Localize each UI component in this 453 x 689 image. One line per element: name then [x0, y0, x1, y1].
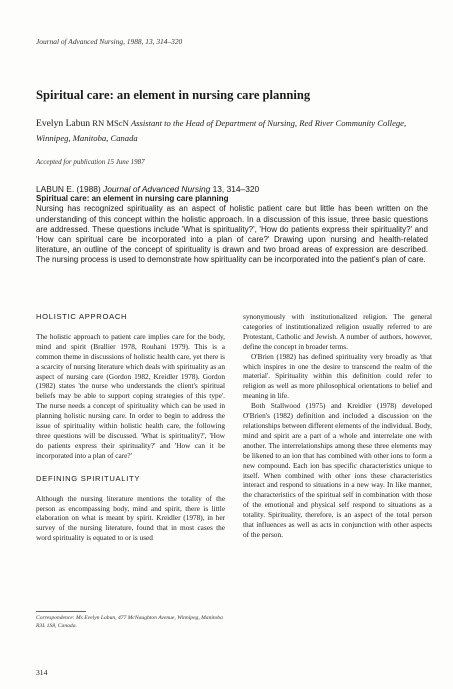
paragraph-defining-spirituality: Although the nursing literature mentions the totality of the person as encompassing body, mind and spirit, there is little elaboration on what is meant by spirit. Kreidler (1978), in her survey of the nursing literature, found that in most cases the word spirituality is equated to or is used: [36, 493, 225, 543]
running-head: Journal of Advanced Nursing, 1988, 13, 314–320: [36, 37, 183, 46]
heading-defining-spirituality: DEFINING SPIRITUALITY: [36, 473, 141, 483]
author-degrees: RN MScN: [92, 118, 129, 128]
article-title: Spiritual care: an element in nursing care planning: [36, 88, 311, 102]
paragraph-body-mind-spirit: Both Stallwood (1975) and Kreidler (1978) developed O'Brien's (1982) definition and included a discussion on the relationships between different elements of the individual. Body, mind and spirit are a part of a whole and interrelate one with another. The interrelationships among these three elements may be likened to an ion that has combined with other ions to form a new compound. Each ion has specific characteristics unique to itself. When combined with other ions these characteristics interact and respond to situations in a new way. In like manner, the characteristics of the spiritual self in combination with those of the emotional and physical self respond to situations as a totality. Spirituality, therefore, is an aspect of the total person that influences as well as acts in conjunction with other aspects of the person.: [243, 401, 432, 539]
paragraph-holistic-approach: The holistic approach to patient care implies care for the body, mind and spirit (Brallier 1978, Rouhani 1979). This is a common theme in discussions of holistic health care, yet there is a scarcity of nursing literature which deals with spirituality as an aspect of nursing care (Gordon 1982, Kreidler 1978). Gordon (1982) states 'the nurse who understands the client's spiritual beliefs may be able to support coping strategies of this type'. The nurse needs a concept of spirituality which can be used in planning holistic nursing care. In order to begin to address the issue of spirituality within holistic health care, the following three questions will be discussed. 'What is spirituality?', 'How do patients express their spirituality?' and 'How can it be incorporated into a plan of care?': [36, 331, 225, 460]
paragraph-institutional-religion: synonymously with institutionalized religion. The general categories of institutionalized religion usually referred to are Protestant, Catholic and Jewish. A number of authors, however, define the concept in broader terms.: [243, 312, 432, 351]
abstract-title: Spiritual care: an element in nursing care planning: [36, 194, 229, 204]
footnote-text: Correspondence: Ms Evelyn Labun, 477 McNaughton Avenue, Winnipeg, Manitoba R3L 1S8, Canada.: [36, 615, 223, 629]
abstract-body: Nursing has recognized spirituality as an aspect of holistic patient care but little has been written on the understanding of this concept within the holistic approach. In a discussion of this issue, three basic questions are addressed. These questions include 'What is spirituality?', 'How do patients express their spirituality?' and 'How can spiritual care be incorporated into a plan of care?' Drawing upon nursing and health-related literature, an outline of the concept of spirituality is drawn and two broad areas of expression are described. The nursing process is used to demonstrate how spirituality can be incorporated into the patient's plan of care.: [36, 204, 428, 265]
left-column: [36, 312, 225, 543]
citation-author: LABUN E.: [36, 184, 75, 194]
citation-year: (1988): [76, 184, 101, 194]
correspondence-footnote: [36, 614, 226, 630]
author-block: [36, 116, 426, 146]
author-affiliation: Assistant to the Head of Department of Nursing, Red River Community College, Winnipeg, Manitoba, Canada: [36, 118, 407, 143]
heading-holistic-approach: HOLISTIC APPROACH: [36, 312, 128, 321]
accepted-date: Accepted for publication 15 June 1987: [36, 158, 145, 166]
abstract-citation: [36, 184, 428, 194]
right-column: [243, 312, 432, 540]
abstract: [36, 184, 428, 266]
citation-journal: Journal of Advanced Nursing: [103, 184, 211, 194]
page-number: 314: [36, 668, 48, 677]
author-name: Evelyn Labun: [36, 118, 91, 129]
footnote-divider: [36, 611, 86, 612]
citation-volume: 13, 314–320: [212, 184, 260, 194]
paragraph-obrien-definition: O'Brien (1982) has defined spirituality very broadly as 'that which inspires in one the desire to transcend the realm of the material'. Spirituality within this definition could refer to religion as well as more philosophical orientations to belief and meaning in life.: [243, 351, 432, 401]
